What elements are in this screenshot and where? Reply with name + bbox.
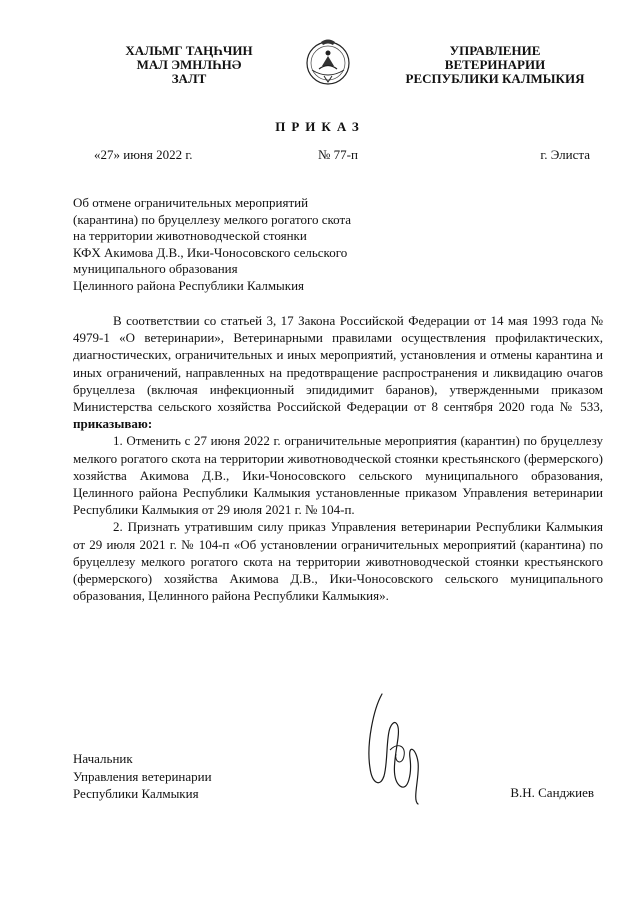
header-right-line: РЕСПУБЛИКИ КАЛМЫКИЯ (405, 71, 585, 86)
header-right-line: ВЕТЕРИНАРИИ (444, 57, 546, 72)
position-line: Республики Калмыкия (73, 786, 199, 801)
order-city: г. Элиста (540, 147, 590, 162)
handwritten-signature (360, 688, 440, 808)
order-directive: приказываю: (73, 416, 153, 432)
intro-text: В соответствии со статьей 3, 17 Закона Российской Федерации от 14 мая 1993 года № 4979-1 «О ветеринарии», Ветеринарными правилами осуществления профилактических, диагностических, ограничительных и иных мероприятий, установления и отмены карантина и иных ограничений, направленных на предотвращение распространения и ликвидацию очагов бруцеллеза (включая инфекционный эпидидимит баранов), утвержденными приказом Министерства сельского хозяйства Российской Федерации от 8 сентября 2020 года № 533, (73, 313, 603, 415)
header-left-line: ХАЛЬМГ ТАҢҺЧИН (125, 43, 253, 58)
order-item-2: 2. Признать утратившим силу приказ Управления ветеринарии Республики Калмыкия от 29 июля 2021 г. № 104-п «Об установлении ограничительных мероприятий (карантина) по бруцеллезу мелкого рогатого скота на территории животноводческой стоянки крестьянского (фермерского) хозяйства Акимова Д.В., Ики-Чоносовского сельского муниципального образования, Целинного района Республики Калмыкия». (73, 519, 603, 604)
subject-line: Целинного района Республики Калмыкия (73, 277, 305, 293)
order-subject (73, 195, 413, 294)
document-title: ПРИКАЗ (275, 119, 365, 134)
order-date: «27» июня 2022 г. (94, 147, 193, 162)
position-line: Управления ветеринарии (73, 768, 212, 784)
subject-line: (карантина) по бруцеллезу мелкого рогатого скота (73, 211, 352, 227)
header-left-line: МАЛ ЭМНЛҺНӘ (136, 57, 242, 72)
order-number: № 77-п (318, 147, 358, 162)
signatory-name: В.Н. Санджиев (510, 785, 594, 800)
header-left-kalmyk (104, 44, 274, 86)
intro-paragraph (73, 312, 603, 432)
header-right-russian (395, 44, 595, 86)
header-right-line: УПРАВЛЕНИЕ (449, 43, 541, 58)
subject-line: муниципального образования (73, 261, 238, 276)
header-left-line: ЗАЛТ (171, 71, 207, 86)
coat-of-arms-emblem (303, 36, 353, 86)
subject-line: на территории животноводческой стоянки (73, 228, 307, 243)
subject-line: КФХ Акимова Д.В., Ики-Чоносовского сельского (73, 244, 348, 260)
signatory-position (73, 750, 212, 803)
subject-line: Об отмене ограничительных мероприятий (73, 195, 309, 210)
position-line: Начальник (73, 751, 133, 766)
order-body (73, 312, 603, 604)
order-item-1: 1. Отменить с 27 июня 2022 г. ограничительные мероприятия (карантин) по бруцеллезу мелкого рогатого скота на территории животноводческой стоянки крестьянского (фермерского) хозяйства Акимова Д.В., Ики-Чоносовского сельского муниципального образования, Целинного района Республики Калмыкия установленные приказом Управления ветеринарии Республики Калмыкия от 29 июля 2021 г. № 104-п. (73, 433, 603, 518)
